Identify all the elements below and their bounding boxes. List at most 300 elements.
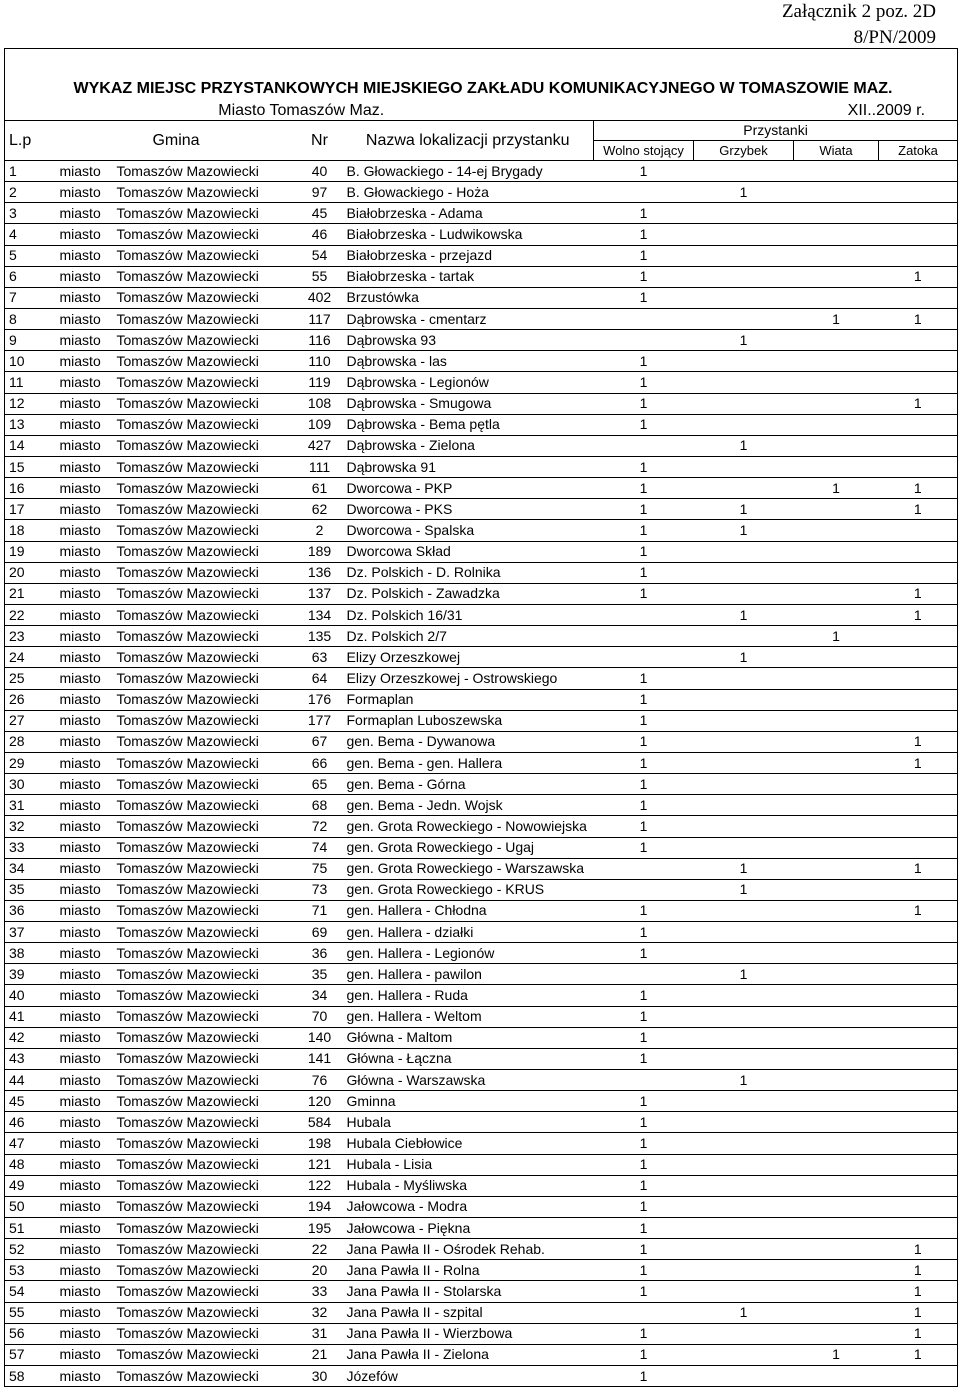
wolno-stojacy-cell: 1 (594, 562, 694, 583)
table-row (5, 731, 958, 752)
grzybek-cell (694, 1344, 794, 1365)
lp-cell: 53 (5, 1260, 56, 1281)
wolno-stojacy-cell (594, 330, 694, 351)
nr-cell: 176 (297, 689, 343, 710)
wolno-stojacy-cell: 1 (594, 1175, 694, 1196)
grzybek-cell (694, 224, 794, 245)
type-cell: miasto (56, 943, 113, 964)
type-cell: miasto (56, 224, 113, 245)
wolno-stojacy-cell: 1 (594, 900, 694, 921)
gmina-cell: Tomaszów Mazowiecki (113, 1218, 297, 1239)
stop-name-cell: gen. Grota Roweckiego - KRUS (343, 879, 594, 900)
lp-cell: 29 (5, 752, 56, 773)
wolno-stojacy-cell: 1 (594, 161, 694, 182)
type-cell: miasto (56, 520, 113, 541)
type-cell: miasto (56, 964, 113, 985)
type-cell: miasto (56, 985, 113, 1006)
table-row (5, 351, 958, 372)
table-row (5, 1112, 958, 1133)
zatoka-cell (879, 456, 958, 477)
wiata-cell (794, 224, 879, 245)
stop-name-cell: Białobrzeska - przejazd (343, 245, 594, 266)
type-cell: miasto (56, 562, 113, 583)
nr-cell: 71 (297, 900, 343, 921)
wolno-stojacy-cell: 1 (594, 1091, 694, 1112)
grzybek-cell (694, 752, 794, 773)
header-nr: Nr (297, 121, 343, 161)
nr-cell: 136 (297, 562, 343, 583)
wolno-stojacy-cell: 1 (594, 1027, 694, 1048)
document-number: 8/PN/2009 (853, 27, 936, 48)
wolno-stojacy-cell: 1 (594, 837, 694, 858)
grzybek-cell (694, 900, 794, 921)
type-cell: miasto (56, 435, 113, 456)
wolno-stojacy-cell (594, 604, 694, 625)
type-cell: miasto (56, 478, 113, 499)
wiata-cell (794, 1006, 879, 1027)
grzybek-cell (694, 478, 794, 499)
type-cell: miasto (56, 900, 113, 921)
gmina-cell: Tomaszów Mazowiecki (113, 520, 297, 541)
type-cell: miasto (56, 372, 113, 393)
zatoka-cell: 1 (879, 266, 958, 287)
grzybek-cell (694, 562, 794, 583)
wiata-cell (794, 985, 879, 1006)
type-cell: miasto (56, 858, 113, 879)
type-cell: miasto (56, 1260, 113, 1281)
stop-name-cell: Hubala - Myśliwska (343, 1175, 594, 1196)
zatoka-cell (879, 795, 958, 816)
wolno-stojacy-cell: 1 (594, 541, 694, 562)
lp-cell: 32 (5, 816, 56, 837)
stop-name-cell: Jałowcowa - Piękna (343, 1218, 594, 1239)
type-cell: miasto (56, 1175, 113, 1196)
zatoka-cell: 1 (879, 1239, 958, 1260)
wiata-cell: 1 (794, 478, 879, 499)
zatoka-cell (879, 1218, 958, 1239)
zatoka-cell (879, 710, 958, 731)
gmina-cell: Tomaszów Mazowiecki (113, 816, 297, 837)
zatoka-cell (879, 1175, 958, 1196)
grzybek-cell: 1 (694, 520, 794, 541)
type-cell: miasto (56, 1006, 113, 1027)
zatoka-cell (879, 372, 958, 393)
table-row (5, 1323, 958, 1344)
stop-name-cell: Brzustówka (343, 287, 594, 308)
stop-name-cell: Dąbrowska - Legionów (343, 372, 594, 393)
gmina-cell: Tomaszów Mazowiecki (113, 900, 297, 921)
wiata-cell (794, 541, 879, 562)
type-cell: miasto (56, 161, 113, 182)
table-row (5, 435, 958, 456)
stop-name-cell: Dąbrowska 93 (343, 330, 594, 351)
gmina-cell: Tomaszów Mazowiecki (113, 1112, 297, 1133)
nr-cell: 68 (297, 795, 343, 816)
zatoka-cell (879, 330, 958, 351)
nr-cell: 72 (297, 816, 343, 837)
wolno-stojacy-cell: 1 (594, 922, 694, 943)
table-row (5, 182, 958, 203)
zatoka-cell (879, 668, 958, 689)
wolno-stojacy-cell: 1 (594, 795, 694, 816)
wiata-cell: 1 (794, 308, 879, 329)
grzybek-cell (694, 308, 794, 329)
stop-name-cell: Jana Pawła II - Wierzbowa (343, 1323, 594, 1344)
wiata-cell (794, 1239, 879, 1260)
wolno-stojacy-cell: 1 (594, 583, 694, 604)
zatoka-cell (879, 943, 958, 964)
lp-cell: 36 (5, 900, 56, 921)
grzybek-cell (694, 1027, 794, 1048)
grzybek-cell: 1 (694, 499, 794, 520)
grzybek-cell (694, 774, 794, 795)
wiata-cell (794, 731, 879, 752)
header-zatoka: Zatoka (879, 141, 958, 161)
table-row (5, 1218, 958, 1239)
lp-cell: 30 (5, 774, 56, 795)
gmina-cell: Tomaszów Mazowiecki (113, 372, 297, 393)
wolno-stojacy-cell: 1 (594, 985, 694, 1006)
wiata-cell (794, 330, 879, 351)
wolno-stojacy-cell (594, 435, 694, 456)
nr-cell: 46 (297, 224, 343, 245)
wiata-cell (794, 499, 879, 520)
lp-cell: 3 (5, 203, 56, 224)
wiata-cell (794, 837, 879, 858)
zatoka-cell (879, 1070, 958, 1091)
lp-cell: 10 (5, 351, 56, 372)
wolno-stojacy-cell: 1 (594, 1344, 694, 1365)
stop-name-cell: Dąbrowska - las (343, 351, 594, 372)
wiata-cell (794, 245, 879, 266)
grzybek-cell (694, 372, 794, 393)
type-cell: miasto (56, 308, 113, 329)
stop-name-cell: Dworcowa - PKS (343, 499, 594, 520)
stop-name-cell: Dz. Polskich - D. Rolnika (343, 562, 594, 583)
stop-name-cell: Jana Pawła II - Stolarska (343, 1281, 594, 1302)
stop-name-cell: Dworcowa - PKP (343, 478, 594, 499)
nr-cell: 117 (297, 308, 343, 329)
grzybek-cell (694, 1006, 794, 1027)
gmina-cell: Tomaszów Mazowiecki (113, 985, 297, 1006)
wolno-stojacy-cell: 1 (594, 1048, 694, 1069)
header-wolno-stojacy: Wolno stojący (594, 141, 694, 161)
nr-cell: 69 (297, 922, 343, 943)
wolno-stojacy-cell: 1 (594, 1218, 694, 1239)
table-row (5, 330, 958, 351)
grzybek-cell: 1 (694, 858, 794, 879)
gmina-cell: Tomaszów Mazowiecki (113, 731, 297, 752)
stop-name-cell: Jana Pawła II - Ośrodek Rehab. (343, 1239, 594, 1260)
nr-cell: 198 (297, 1133, 343, 1154)
grzybek-cell (694, 245, 794, 266)
wolno-stojacy-cell (594, 964, 694, 985)
lp-cell: 43 (5, 1048, 56, 1069)
gmina-cell: Tomaszów Mazowiecki (113, 499, 297, 520)
header-grzybek: Grzybek (694, 141, 794, 161)
lp-cell: 57 (5, 1344, 56, 1365)
lp-cell: 56 (5, 1323, 56, 1344)
wolno-stojacy-cell: 1 (594, 1281, 694, 1302)
wolno-stojacy-cell: 1 (594, 1112, 694, 1133)
nr-cell: 120 (297, 1091, 343, 1112)
type-cell: miasto (56, 414, 113, 435)
grzybek-cell (694, 1218, 794, 1239)
wiata-cell (794, 604, 879, 625)
type-cell: miasto (56, 626, 113, 647)
table-row (5, 266, 958, 287)
type-cell: miasto (56, 393, 113, 414)
gmina-cell: Tomaszów Mazowiecki (113, 478, 297, 499)
table-row (5, 1133, 958, 1154)
grzybek-cell: 1 (694, 964, 794, 985)
wiata-cell (794, 1112, 879, 1133)
wolno-stojacy-cell: 1 (594, 1239, 694, 1260)
table-row (5, 774, 958, 795)
wiata-cell (794, 795, 879, 816)
nr-cell: 427 (297, 435, 343, 456)
table-row (5, 985, 958, 1006)
grzybek-cell (694, 985, 794, 1006)
zatoka-cell: 1 (879, 752, 958, 773)
grzybek-cell (694, 837, 794, 858)
stop-name-cell: Hubala Ciebłowice (343, 1133, 594, 1154)
lp-cell: 2 (5, 182, 56, 203)
lp-cell: 4 (5, 224, 56, 245)
table-row (5, 710, 958, 731)
wolno-stojacy-cell: 1 (594, 1006, 694, 1027)
nr-cell: 135 (297, 626, 343, 647)
nr-cell: 64 (297, 668, 343, 689)
nr-cell: 137 (297, 583, 343, 604)
table-row (5, 922, 958, 943)
nr-cell: 134 (297, 604, 343, 625)
gmina-cell: Tomaszów Mazowiecki (113, 1302, 297, 1323)
header-wiata: Wiata (794, 141, 879, 161)
type-cell: miasto (56, 1323, 113, 1344)
grzybek-cell (694, 710, 794, 731)
grzybek-cell (694, 456, 794, 477)
table-row (5, 752, 958, 773)
wiata-cell (794, 964, 879, 985)
lp-cell: 44 (5, 1070, 56, 1091)
wolno-stojacy-cell: 1 (594, 478, 694, 499)
wiata-cell (794, 520, 879, 541)
lp-cell: 45 (5, 1091, 56, 1112)
gmina-cell: Tomaszów Mazowiecki (113, 562, 297, 583)
nr-cell: 116 (297, 330, 343, 351)
type-cell: miasto (56, 922, 113, 943)
zatoka-cell (879, 816, 958, 837)
type-cell: miasto (56, 1048, 113, 1069)
nr-cell: 31 (297, 1323, 343, 1344)
table-row (5, 1344, 958, 1365)
grzybek-cell (694, 795, 794, 816)
zatoka-cell: 1 (879, 858, 958, 879)
type-cell: miasto (56, 795, 113, 816)
gmina-cell: Tomaszów Mazowiecki (113, 1366, 297, 1387)
gmina-cell: Tomaszów Mazowiecki (113, 266, 297, 287)
zatoka-cell (879, 1048, 958, 1069)
gmina-cell: Tomaszów Mazowiecki (113, 668, 297, 689)
type-cell: miasto (56, 1133, 113, 1154)
grzybek-cell (694, 1196, 794, 1217)
wiata-cell (794, 1027, 879, 1048)
grzybek-cell (694, 1091, 794, 1112)
wiata-cell (794, 456, 879, 477)
wolno-stojacy-cell: 1 (594, 351, 694, 372)
lp-cell: 41 (5, 1006, 56, 1027)
stop-name-cell: gen. Hallera - Legionów (343, 943, 594, 964)
type-cell: miasto (56, 752, 113, 773)
lp-cell: 42 (5, 1027, 56, 1048)
lp-cell: 19 (5, 541, 56, 562)
lp-cell: 13 (5, 414, 56, 435)
lp-cell: 34 (5, 858, 56, 879)
type-cell: miasto (56, 499, 113, 520)
wiata-cell (794, 1323, 879, 1344)
stop-name-cell: Dąbrowska - Smugowa (343, 393, 594, 414)
grzybek-cell: 1 (694, 879, 794, 900)
wolno-stojacy-cell (594, 308, 694, 329)
lp-cell: 1 (5, 161, 56, 182)
stop-name-cell: Główna - Warszawska (343, 1070, 594, 1091)
lp-cell: 38 (5, 943, 56, 964)
grzybek-cell (694, 541, 794, 562)
grzybek-cell (694, 1133, 794, 1154)
lp-cell: 31 (5, 795, 56, 816)
grzybek-cell (694, 203, 794, 224)
zatoka-cell (879, 1006, 958, 1027)
zatoka-cell (879, 435, 958, 456)
type-cell: miasto (56, 837, 113, 858)
stop-name-cell: Białobrzeska - Ludwikowska (343, 224, 594, 245)
nr-cell: 54 (297, 245, 343, 266)
wiata-cell (794, 266, 879, 287)
type-cell: miasto (56, 774, 113, 795)
type-cell: miasto (56, 647, 113, 668)
lp-cell: 5 (5, 245, 56, 266)
nr-cell: 402 (297, 287, 343, 308)
table-row (5, 668, 958, 689)
lp-cell: 15 (5, 456, 56, 477)
lp-cell: 39 (5, 964, 56, 985)
stop-name-cell: gen. Bema - Górna (343, 774, 594, 795)
nr-cell: 2 (297, 520, 343, 541)
lp-cell: 54 (5, 1281, 56, 1302)
zatoka-cell (879, 774, 958, 795)
gmina-cell: Tomaszów Mazowiecki (113, 626, 297, 647)
table-row (5, 520, 958, 541)
wolno-stojacy-cell: 1 (594, 816, 694, 837)
table-row (5, 287, 958, 308)
wolno-stojacy-cell: 1 (594, 372, 694, 393)
table-row (5, 816, 958, 837)
wiata-cell (794, 351, 879, 372)
wolno-stojacy-cell (594, 1070, 694, 1091)
type-cell: miasto (56, 266, 113, 287)
nr-cell: 121 (297, 1154, 343, 1175)
grzybek-cell (694, 943, 794, 964)
table-row (5, 1027, 958, 1048)
wolno-stojacy-cell: 1 (594, 224, 694, 245)
lp-cell: 37 (5, 922, 56, 943)
nr-cell: 111 (297, 456, 343, 477)
grzybek-cell (694, 1048, 794, 1069)
gmina-cell: Tomaszów Mazowiecki (113, 161, 297, 182)
zatoka-cell (879, 520, 958, 541)
zatoka-cell: 1 (879, 583, 958, 604)
zatoka-cell (879, 1196, 958, 1217)
grzybek-cell (694, 351, 794, 372)
wiata-cell (794, 562, 879, 583)
stop-name-cell: gen. Hallera - pawilon (343, 964, 594, 985)
wiata-cell (794, 668, 879, 689)
gmina-cell: Tomaszów Mazowiecki (113, 752, 297, 773)
table-row (5, 499, 958, 520)
lp-cell: 55 (5, 1302, 56, 1323)
table-row (5, 689, 958, 710)
wiata-cell (794, 287, 879, 308)
stop-name-cell: gen. Bema - Jedn. Wojsk (343, 795, 594, 816)
gmina-cell: Tomaszów Mazowiecki (113, 583, 297, 604)
type-cell: miasto (56, 351, 113, 372)
table-row (5, 224, 958, 245)
table-row (5, 393, 958, 414)
table-row (5, 1302, 958, 1323)
nr-cell: 76 (297, 1070, 343, 1091)
grzybek-cell (694, 393, 794, 414)
gmina-cell: Tomaszów Mazowiecki (113, 393, 297, 414)
zatoka-cell: 1 (879, 308, 958, 329)
type-cell: miasto (56, 604, 113, 625)
nr-cell: 36 (297, 943, 343, 964)
stop-name-cell: B. Głowackiego - Hoża (343, 182, 594, 203)
table-row (5, 858, 958, 879)
nr-cell: 32 (297, 1302, 343, 1323)
stop-name-cell: Dąbrowska - Bema pętla (343, 414, 594, 435)
stop-name-cell: gen. Hallera - Weltom (343, 1006, 594, 1027)
zatoka-cell (879, 689, 958, 710)
wolno-stojacy-cell: 1 (594, 710, 694, 731)
zatoka-cell (879, 562, 958, 583)
stop-name-cell: Jana Pawła II - Rolna (343, 1260, 594, 1281)
nr-cell: 194 (297, 1196, 343, 1217)
gmina-cell: Tomaszów Mazowiecki (113, 1048, 297, 1069)
type-cell: miasto (56, 1070, 113, 1091)
wiata-cell (794, 879, 879, 900)
type-cell: miasto (56, 1154, 113, 1175)
stop-name-cell: gen. Bema - gen. Hallera (343, 752, 594, 773)
gmina-cell: Tomaszów Mazowiecki (113, 604, 297, 625)
date-label: XII..2009 r. (594, 100, 958, 121)
wolno-stojacy-cell: 1 (594, 266, 694, 287)
gmina-cell: Tomaszów Mazowiecki (113, 1175, 297, 1196)
nr-cell: 97 (297, 182, 343, 203)
lp-cell: 7 (5, 287, 56, 308)
wolno-stojacy-cell: 1 (594, 1366, 694, 1387)
header-gmina: Gmina (56, 121, 297, 161)
nr-cell: 195 (297, 1218, 343, 1239)
gmina-cell: Tomaszów Mazowiecki (113, 541, 297, 562)
nr-cell: 61 (297, 478, 343, 499)
gmina-cell: Tomaszów Mazowiecki (113, 1260, 297, 1281)
gmina-cell: Tomaszów Mazowiecki (113, 224, 297, 245)
wiata-cell (794, 1218, 879, 1239)
nr-cell: 108 (297, 393, 343, 414)
table-row (5, 414, 958, 435)
gmina-cell: Tomaszów Mazowiecki (113, 1344, 297, 1365)
